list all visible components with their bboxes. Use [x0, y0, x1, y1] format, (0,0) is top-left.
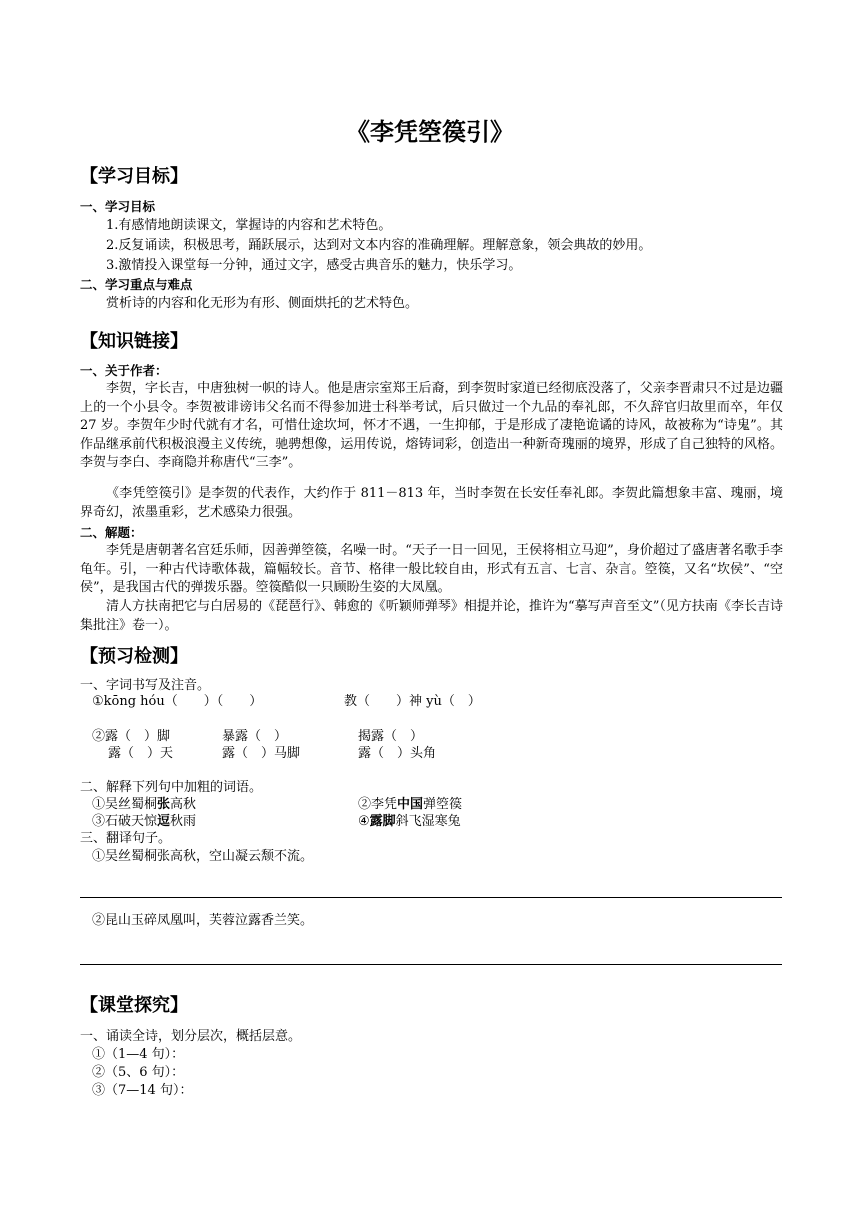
char-row-2a: ②露（ ）脚 [92, 729, 171, 744]
layer-item-3: ③（7—14 句）： [92, 1083, 193, 1098]
pinyin-row-1a: ①kōng hóu（ ）（ ） [92, 694, 263, 709]
char-row-2c: 揭露（ ） [358, 729, 424, 744]
char-row-3c: 露（ ）头角 [358, 746, 437, 761]
preview-heading-2: 二、解释下列句中加粗的词语。 [80, 780, 263, 795]
section-heading-links: 【知识链接】 [80, 331, 188, 352]
title-explain-paragraph: 李凭是唐朝著名宫廷乐师，因善弹箜篌，名噪一时。“天子一日一回见，王侯将相立马迎”，身价超过了盛唐著名歌手李龟年。引，一种古代诗歌体裁，篇幅较长。音节、格律一般比较自由，形式有五言、七言、杂言。箜篌，又名“坎侯”、“空侯”，是我国古代的弹拨乐器。箜篌酷似一只顾盼生姿的大凤凰。 [80, 543, 783, 596]
page-title: 《李凭箜篌引》 [346, 118, 514, 146]
char-row-2b: 暴露（ ） [222, 729, 288, 744]
preview-heading-3: 三、翻译句子。 [80, 831, 172, 846]
links-heading-author: 一、关于作者： [80, 363, 168, 378]
section-heading-preview: 【预习检测】 [80, 646, 188, 667]
layer-item-2: ②（5、6 句）： [92, 1065, 185, 1080]
section-heading-class: 【课堂探究】 [80, 995, 188, 1016]
pinyin-row-1b: 教（ ）神 yù（ ） [344, 694, 481, 709]
class-heading-1: 一、诵读全诗，划分层次，概括层意。 [80, 1029, 302, 1044]
word-question-3: ③石破天惊逗秋雨 [92, 814, 197, 829]
goal-focus: 赏析诗的内容和化无形为有形、侧面烘托的艺术特色。 [106, 296, 419, 311]
word-question-2: ②李凭中国弹箜篌 [358, 797, 463, 812]
translate-sentence-1: ①吴丝蜀桐张高秋，空山凝云颓不流。 [92, 849, 314, 864]
goals-heading-1: 一、学习目标 [80, 199, 156, 214]
preview-heading-1: 一、字词书写及注音。 [80, 678, 211, 693]
layer-item-1: ①（1—4 句）： [92, 1047, 185, 1062]
answer-line-2 [80, 964, 782, 965]
poem-intro-paragraph: 《李凭箜篌引》是李贺的代表作，大约作于 811－813 年，当时李贺在长安任奉礼郎。李贺此篇想象丰富、瑰丽，境界奇幻，浓墨重彩，艺术感染力很强。 [80, 486, 783, 520]
goal-item-3: 3.激情投入课堂每一分钟，通过文字，感受古典音乐的魅力，快乐学习。 [106, 258, 522, 273]
goal-item-2: 2.反复诵读，积极思考，踊跃展示，达到对文本内容的准确理解。理解意象，领会典故的妙用。 [106, 238, 652, 253]
links-heading-title: 二、解题： [80, 525, 143, 540]
goal-item-1: 1.有感情地朗读课文，掌握诗的内容和艺术特色。 [106, 218, 392, 233]
critic-paragraph: 清人方扶南把它与白居易的《琵琶行》、韩愈的《听颖师弹琴》相提并论，推许为“摹写声音至文”（见方扶南《李长吉诗集批注》卷一）。 [80, 599, 783, 633]
answer-line-1 [80, 897, 782, 898]
char-row-3a: 露（ ）天 [108, 746, 174, 761]
word-question-1: ①吴丝蜀桐张高秋 [92, 797, 197, 812]
char-row-3b: 露（ ）马脚 [222, 746, 301, 761]
author-paragraph: 李贺，字长吉，中唐独树一帜的诗人。他是唐宗室郑王后裔，到李贺时家道已经彻底没落了，父亲李晋肃只不过是边疆上的一个小县令。李贺被诽谤讳父名而不得参加进士科举考试，后只做过一个九品的奉礼郎，不久辞官归故里而卒，年仅 27 岁。李贺年少时代就有才名，可惜仕途坎坷，怀才不遇，一生抑郁，于是形成了凄艳诡谲的诗风，故被称为“诗鬼”。其作品继承前代积极浪漫主义传统，驰骋想像，运用传说，熔铸词彩，创造出一种新奇瑰丽的境界，形成了自己独特的风格。李贺与李白、李商隐并称唐代“三李”。 [80, 381, 783, 471]
goals-heading-2: 二、学习重点与难点 [80, 277, 193, 292]
section-heading-goals: 【学习目标】 [80, 166, 188, 187]
word-question-4: ④露脚斜飞湿寒兔 [358, 814, 461, 829]
translate-sentence-2: ②昆山玉碎凤凰叫，芙蓉泣露香兰笑。 [92, 913, 314, 928]
